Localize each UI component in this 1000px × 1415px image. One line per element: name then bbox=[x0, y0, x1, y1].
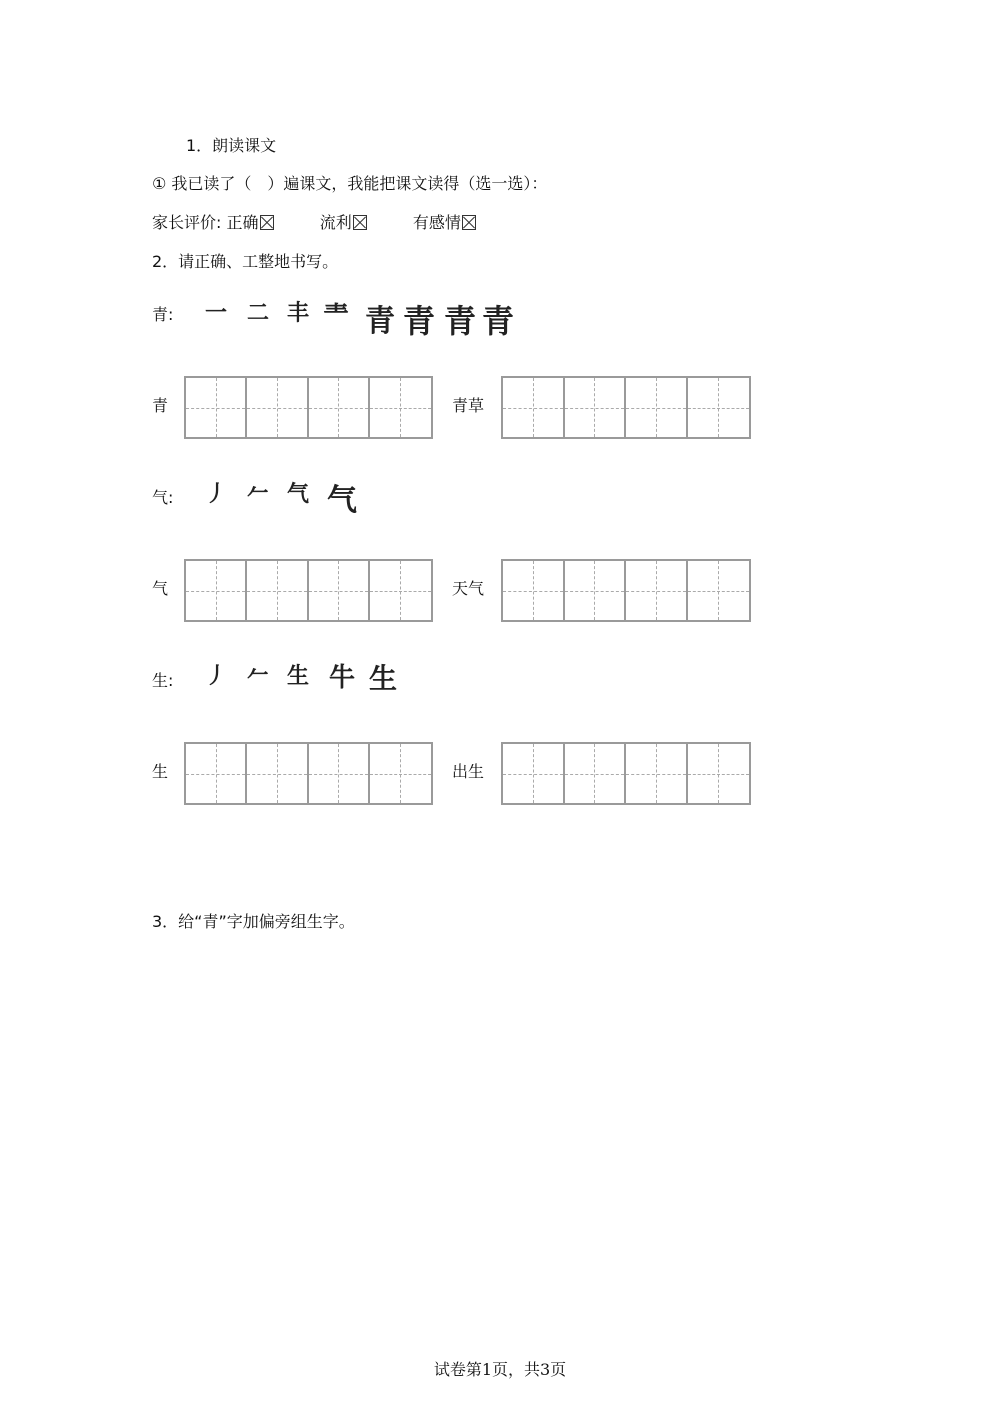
writing-grid[interactable] bbox=[184, 742, 433, 805]
checkbox-icon[interactable] bbox=[462, 215, 476, 230]
writing-grid[interactable] bbox=[501, 742, 751, 805]
practice-word-label: 青草 bbox=[452, 396, 485, 415]
grid-cell[interactable] bbox=[688, 744, 749, 803]
stroke-step: 龶 bbox=[323, 302, 350, 332]
grid-cell[interactable] bbox=[688, 378, 749, 437]
grid-cell[interactable] bbox=[309, 561, 370, 620]
stroke-step: 生 bbox=[287, 663, 310, 689]
grid-cell[interactable] bbox=[370, 744, 431, 803]
grid-cell[interactable] bbox=[565, 744, 627, 803]
stroke-order-sequence bbox=[205, 657, 415, 697]
grid-cell[interactable] bbox=[626, 561, 688, 620]
eval-label: 家长评价: bbox=[152, 213, 222, 232]
practice-char-label: 气 bbox=[152, 579, 169, 598]
writing-grid[interactable] bbox=[184, 559, 433, 622]
option-correct[interactable]: 正确 bbox=[227, 213, 274, 232]
checkbox-icon[interactable] bbox=[260, 215, 274, 230]
grid-cell[interactable] bbox=[186, 378, 247, 437]
grid-cell[interactable] bbox=[503, 744, 565, 803]
grid-cell[interactable] bbox=[503, 378, 565, 437]
grid-cell[interactable] bbox=[565, 378, 627, 437]
q2-title: 2．请正确、工整地书写。 bbox=[152, 252, 339, 271]
grid-cell[interactable] bbox=[626, 378, 688, 437]
grid-cell[interactable] bbox=[370, 561, 431, 620]
stroke-order-label: 生: bbox=[152, 671, 174, 690]
page-footer: 试卷第1页，共3页 bbox=[433, 1360, 567, 1379]
stroke-order-sequence bbox=[205, 475, 375, 518]
stroke-step: 气 bbox=[287, 481, 310, 507]
practice-char-label: 青 bbox=[152, 396, 169, 415]
stroke-order-label: 气: bbox=[152, 488, 174, 507]
stroke-step: 青 bbox=[403, 302, 436, 340]
grid-cell[interactable] bbox=[626, 744, 688, 803]
stroke-step: 丰 bbox=[287, 300, 310, 326]
option-expressive[interactable]: 有感情 bbox=[413, 213, 476, 232]
grid-cell[interactable] bbox=[309, 744, 370, 803]
writing-grid[interactable] bbox=[501, 376, 751, 439]
stroke-step: 气 bbox=[327, 483, 357, 518]
grid-cell[interactable] bbox=[186, 561, 247, 620]
stroke-step: 𠂉 bbox=[247, 481, 270, 507]
grid-cell[interactable] bbox=[247, 561, 308, 620]
q1-title: 1．朗读课文 bbox=[186, 136, 277, 155]
stroke-step: 𠂉 bbox=[247, 663, 270, 689]
practice-char-label: 生 bbox=[152, 762, 169, 781]
grid-cell[interactable] bbox=[503, 561, 565, 620]
checkbox-icon[interactable] bbox=[353, 215, 367, 230]
stroke-step: 一 bbox=[205, 300, 228, 326]
stroke-step: 丿 bbox=[205, 481, 228, 507]
stroke-step: 牛 bbox=[329, 663, 356, 693]
q1-reading-line: ① 我已读了（ ）遍课文，我能把课文读得（选一选）： bbox=[152, 174, 548, 193]
grid-cell[interactable] bbox=[247, 744, 308, 803]
option-fluent[interactable]: 流利 bbox=[320, 213, 367, 232]
grid-cell[interactable] bbox=[247, 378, 308, 437]
stroke-order-label: 青: bbox=[152, 305, 174, 324]
grid-cell[interactable] bbox=[370, 378, 431, 437]
practice-word-label: 出生 bbox=[452, 762, 485, 781]
stroke-step: 生 bbox=[369, 662, 398, 695]
grid-cell[interactable] bbox=[309, 378, 370, 437]
writing-grid[interactable] bbox=[184, 376, 433, 439]
stroke-step: 青 bbox=[444, 302, 477, 340]
grid-cell[interactable] bbox=[565, 561, 627, 620]
grid-cell[interactable] bbox=[688, 561, 749, 620]
writing-grid[interactable] bbox=[501, 559, 751, 622]
q3-title: 3．给“青”字加偏旁组生字。 bbox=[152, 912, 355, 931]
practice-word-label: 天气 bbox=[452, 579, 485, 598]
stroke-step: 青 bbox=[365, 304, 395, 339]
parent-evaluation bbox=[152, 213, 476, 233]
stroke-order-sequence bbox=[205, 294, 525, 339]
grid-cell[interactable] bbox=[186, 744, 247, 803]
stroke-step: 二 bbox=[247, 300, 270, 326]
stroke-step: 丿 bbox=[205, 663, 228, 689]
stroke-step: 青 bbox=[482, 302, 515, 340]
